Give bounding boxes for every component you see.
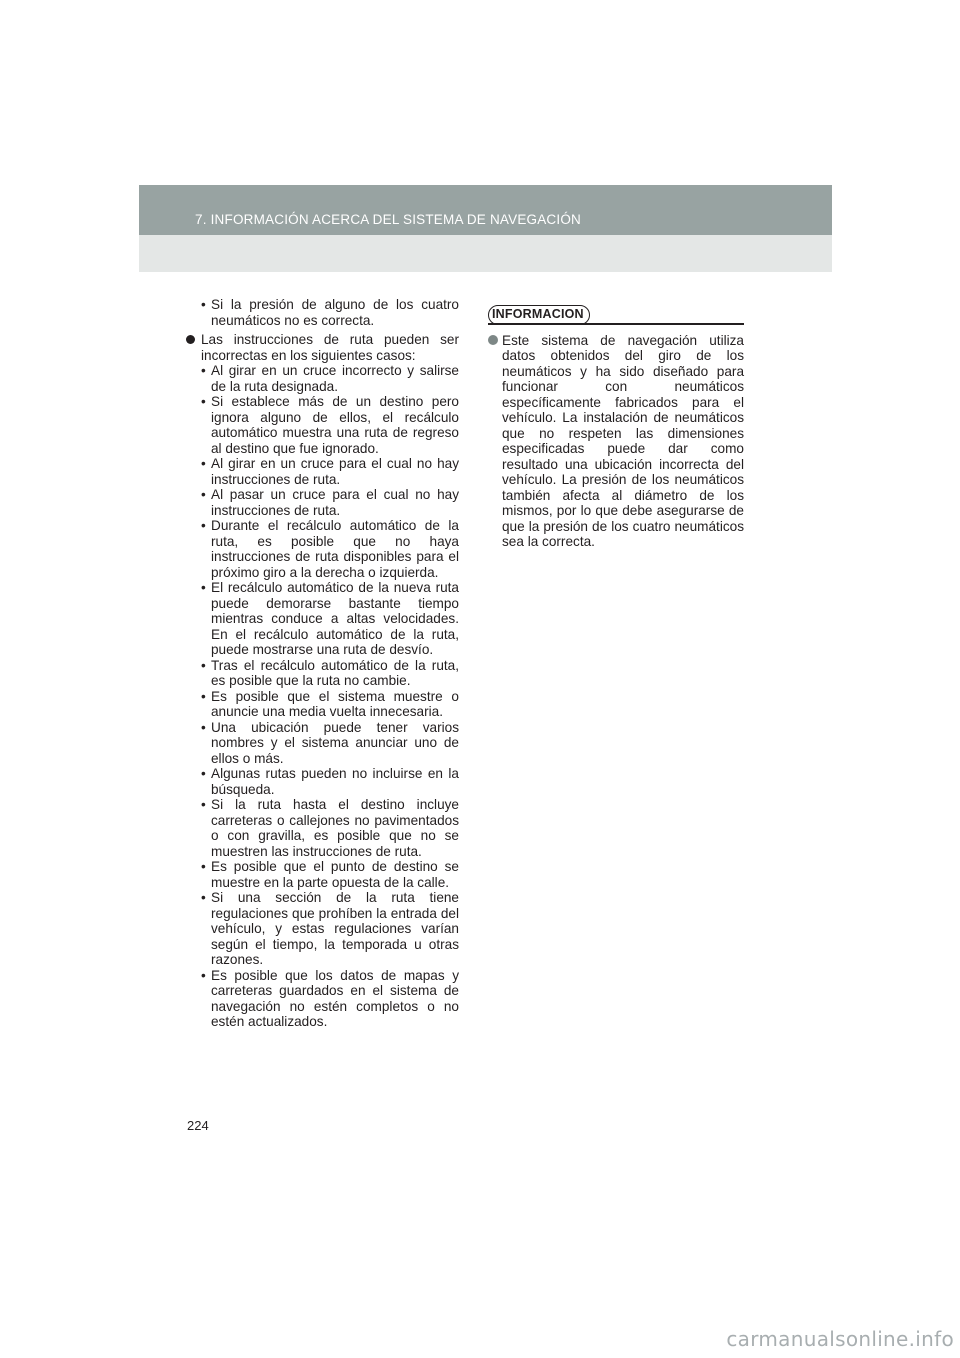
list-item: • Algunas rutas pueden no incluirse en la búsqueda. bbox=[201, 766, 459, 797]
sub-list bbox=[186, 363, 459, 1030]
list-item: • Durante el recálculo automático de la ruta, es posible que no haya instrucciones de ruta disponibles para el próximo giro a la derecha o izquierda. bbox=[201, 518, 459, 580]
left-column bbox=[186, 297, 459, 1030]
section-title: 7. INFORMACIÓN ACERCA DEL SISTEMA DE NAVEGACIÓN bbox=[195, 212, 581, 227]
list-item: • Al pasar un cruce para el cual no hay instrucciones de ruta. bbox=[201, 487, 459, 518]
list-item: • Es posible que el punto de destino se muestre en la parte opuesta de la calle. bbox=[201, 859, 459, 890]
list-item: • Tras el recálculo automático de la ruta, es posible que la ruta no cambie. bbox=[201, 657, 459, 688]
list-item: • Es posible que los datos de mapas y carreteras guardados en el sistema de navegación no estén completos o no estén actualizados. bbox=[201, 967, 459, 1029]
info-bullet-item bbox=[488, 333, 744, 550]
list-item: • Una ubicación puede tener varios nombres y el sistema anunciar uno de ellos o más. bbox=[201, 719, 459, 766]
list-item: • El recálculo automático de la nueva ruta puede demorarse bastante tiempo mientras conduce a altas velocidades. En el recálculo automático de la ruta, puede mostrarse una ruta de desvío. bbox=[201, 580, 459, 657]
list-item: • Si una sección de la ruta tiene regulaciones que prohíben la entrada del vehículo, y estas regulaciones varían según el tiempo, la temporada u otras razones. bbox=[201, 890, 459, 967]
main-item-text: Las instrucciones de ruta pueden ser incorrectas en los siguientes casos: bbox=[201, 332, 459, 363]
info-text: Este sistema de navegación utiliza datos obtenidos del giro de los neumáticos y ha sido diseñado para funcionar con neumáticos específicamente fabricados para el vehículo. La instalación de neumáticos que no respeten las dimensiones especificadas puede dar como resultado una ubicación incorrecta del vehículo. La presión de los neumáticos también afecta al diámetro de los mismos, por lo que debe asegurarse de que la presión de los cuatro neumáticos sea la correcta. bbox=[502, 332, 744, 549]
section-header-band bbox=[139, 185, 832, 235]
page-number: 224 bbox=[187, 1118, 209, 1133]
list-item: • Si la ruta hasta el destino incluye carreteras o callejones no pavimentados o con gravilla, es posible que no se muestren las instrucciones de ruta. bbox=[201, 797, 459, 859]
info-label: INFORMACION bbox=[488, 305, 590, 325]
header-sub-band bbox=[139, 235, 832, 272]
list-item: • Si establece más de un destino pero ignora alguno de ellos, el recálculo automático muestra una ruta de regreso al destino que fue ignorado. bbox=[201, 394, 459, 456]
bullet-dash: • bbox=[201, 297, 206, 312]
list-item: • Es posible que el sistema muestre o anuncie una media vuelta innecesaria. bbox=[201, 688, 459, 719]
watermark: carmanualsonline.info bbox=[726, 1327, 954, 1351]
list-item: • Al girar en un cruce incorrecto y salirse de la ruta designada. bbox=[201, 363, 459, 394]
list-item: • Al girar en un cruce para el cual no hay instrucciones de ruta. bbox=[201, 456, 459, 487]
lead-item-text: Si la presión de alguno de los cuatro neumáticos no es correcta. bbox=[211, 297, 459, 328]
bullet-icon bbox=[186, 335, 195, 344]
main-bullet-item bbox=[186, 332, 459, 363]
lead-list-item bbox=[186, 297, 459, 328]
bullet-icon bbox=[488, 335, 498, 345]
info-box bbox=[488, 305, 744, 550]
